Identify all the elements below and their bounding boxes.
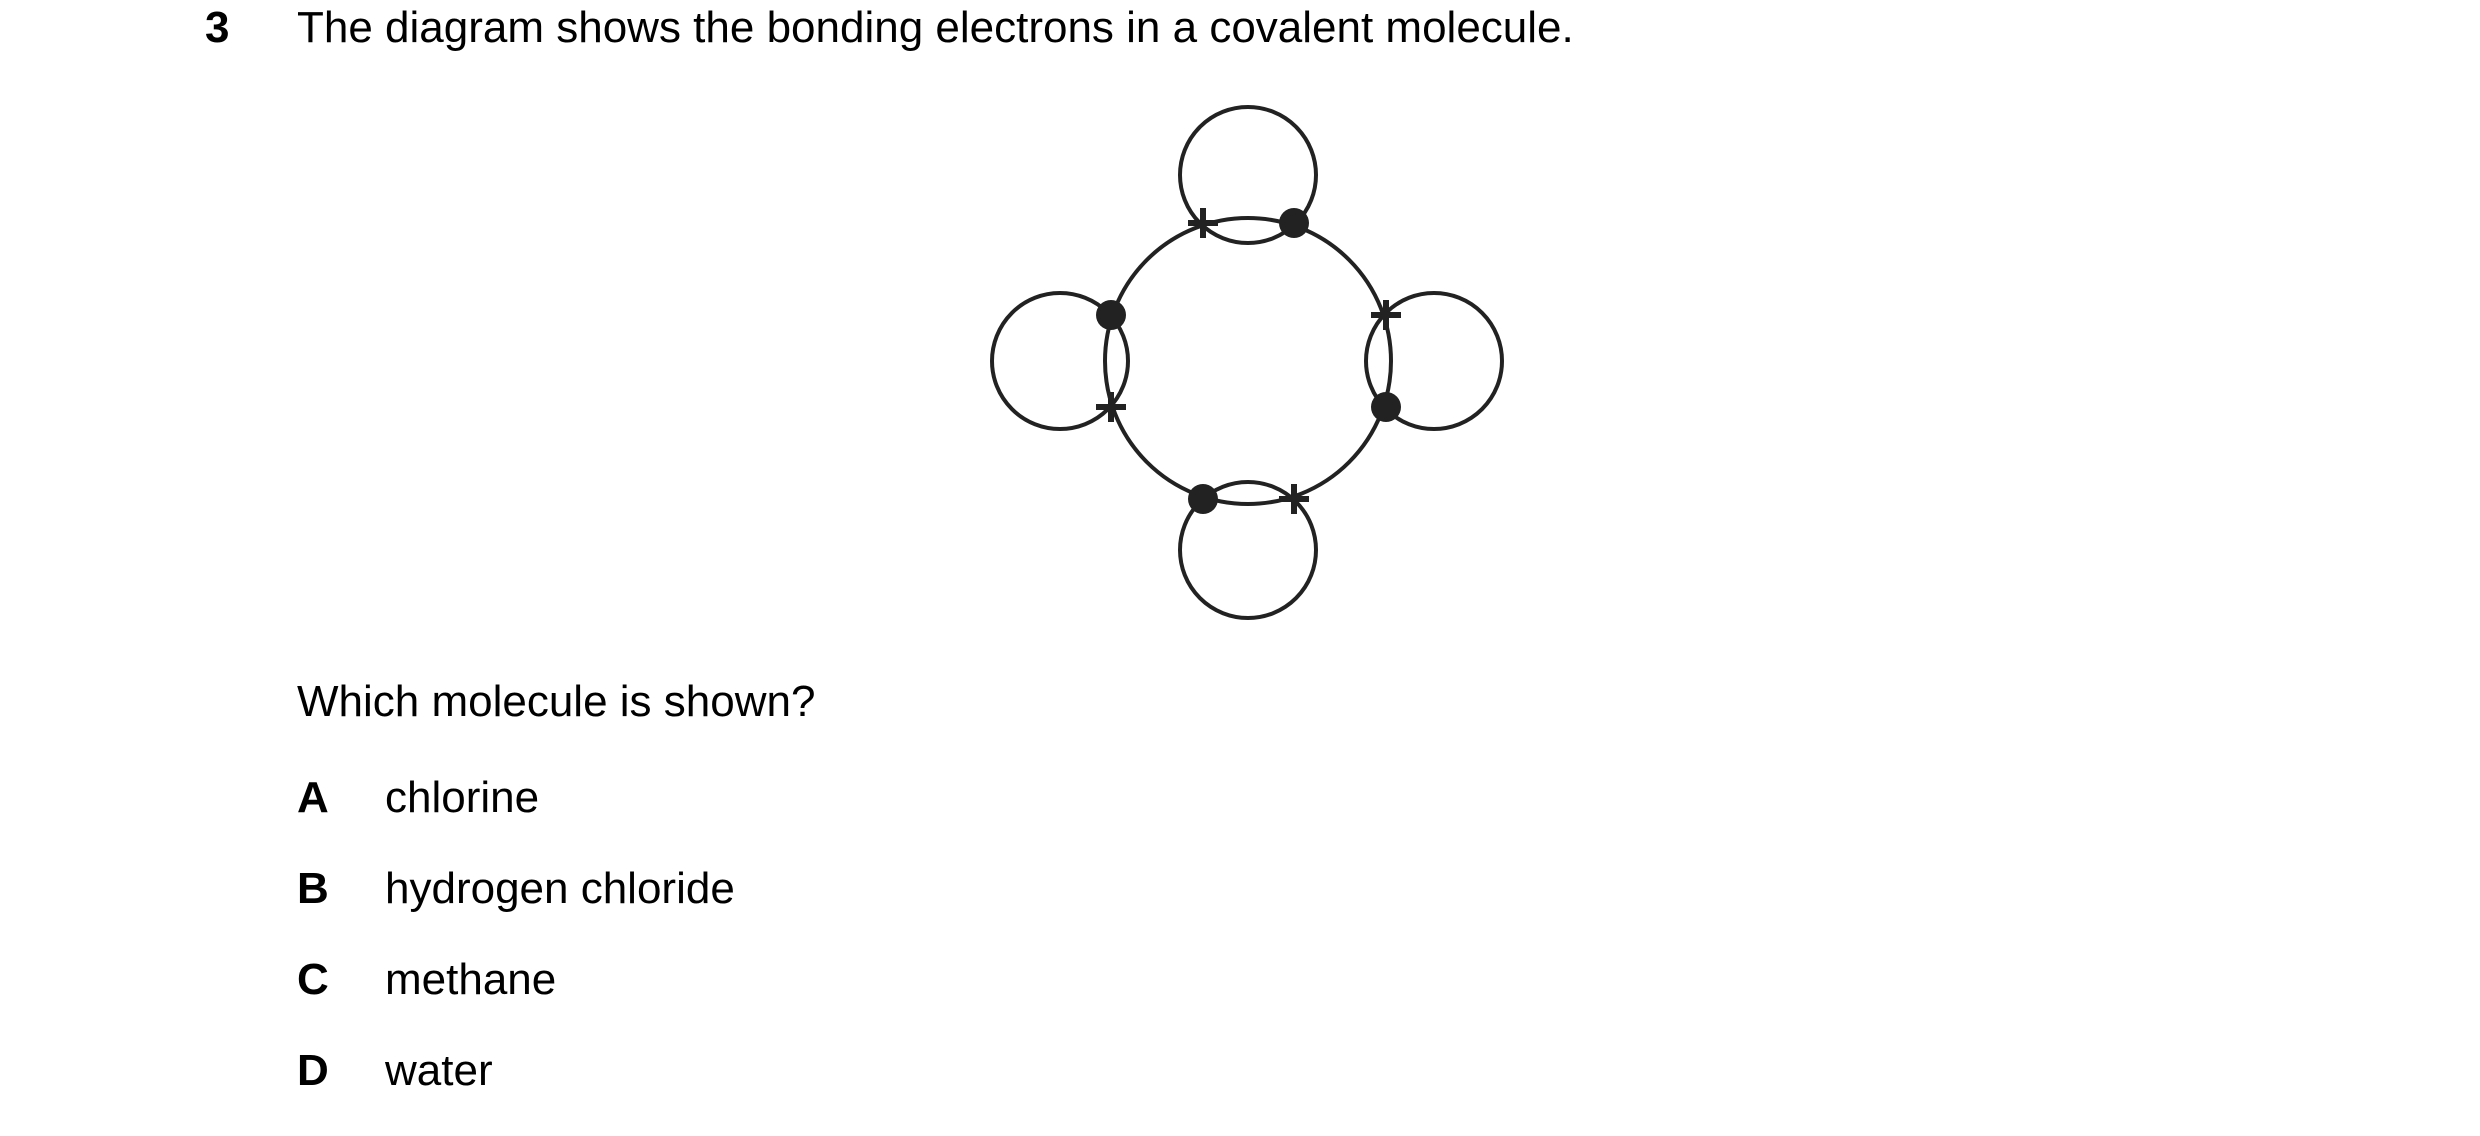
option-letter: D xyxy=(297,1046,329,1095)
electron-dot xyxy=(1279,208,1309,238)
electron-dot xyxy=(1188,484,1218,514)
question-stem: The diagram shows the bonding electrons in a covalent molecule. xyxy=(297,3,1574,52)
option-c[interactable] xyxy=(297,954,735,1045)
option-text: water xyxy=(385,1046,493,1095)
electron-dot xyxy=(1371,392,1401,422)
option-letter: A xyxy=(297,773,329,822)
answer-options xyxy=(297,772,735,1136)
option-b[interactable] xyxy=(297,863,735,954)
option-text: chlorine xyxy=(385,773,540,822)
option-text: methane xyxy=(385,955,557,1004)
option-d[interactable] xyxy=(297,1045,735,1136)
question-prompt: Which molecule is shown? xyxy=(297,677,816,726)
central-atom-shell xyxy=(1105,218,1391,504)
option-letter: B xyxy=(297,864,329,913)
option-a[interactable] xyxy=(297,772,735,863)
option-letter: C xyxy=(297,955,329,1004)
electron-dot xyxy=(1096,300,1126,330)
covalent-bonding-diagram xyxy=(980,100,1520,630)
question-number: 3 xyxy=(205,3,230,52)
option-text: hydrogen chloride xyxy=(385,864,735,913)
